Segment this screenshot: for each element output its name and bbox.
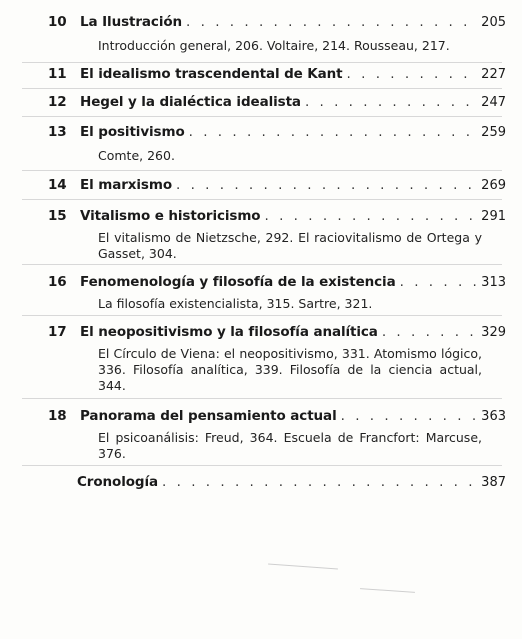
- chapter-title-line: [80, 14, 484, 30]
- toc-entry-17: [0, 322, 522, 393]
- chapter-title-line: [80, 177, 484, 193]
- chapter-title-line: [80, 66, 484, 82]
- page-number: 387: [481, 475, 506, 490]
- chapter-title-line: [80, 408, 484, 424]
- divider: [22, 199, 502, 200]
- divider: [22, 264, 502, 265]
- page-number: 227: [481, 67, 506, 82]
- leader-dots: [186, 14, 478, 30]
- chapter-title: El positivismo: [80, 124, 185, 140]
- leader-dots: [264, 208, 478, 224]
- divider: [22, 465, 502, 466]
- page-number: 363: [481, 409, 506, 424]
- leader-dots: [400, 274, 478, 290]
- chapter-subsections: La filosofía existencialista, 315. Sartre, 321.: [98, 296, 373, 311]
- chapter-title-line: [80, 94, 484, 110]
- chapter-number: 17: [48, 324, 67, 340]
- toc-entry-12: [0, 92, 522, 112]
- chapter-number: 12: [48, 94, 67, 110]
- leader-dots: [382, 324, 478, 340]
- chapter-title: Vitalismo e historicismo: [80, 208, 261, 224]
- chapter-subsections: Comte, 260.: [98, 148, 175, 163]
- chapter-number: 16: [48, 274, 67, 290]
- toc-entry-18: [0, 406, 522, 461]
- chapter-number: 11: [48, 66, 67, 82]
- chapter-subsections: Introducción general, 206. Voltaire, 214. Rousseau, 217.: [98, 38, 450, 53]
- toc-entry-11: [0, 64, 522, 84]
- chapter-number: 10: [48, 14, 67, 30]
- leader-dots: [347, 66, 478, 82]
- chapter-number: 18: [48, 408, 67, 424]
- page-number: 291: [481, 209, 506, 224]
- divider: [22, 62, 502, 63]
- toc-entry-chronology: [0, 472, 522, 492]
- chapter-title: La Ilustración: [80, 14, 183, 30]
- chapter-title: El idealismo trascendental de Kant: [80, 66, 343, 82]
- divider: [22, 398, 502, 399]
- divider: [22, 88, 502, 89]
- divider: [22, 315, 502, 316]
- chapter-number: 13: [48, 124, 67, 140]
- chapter-title-line: [80, 324, 484, 340]
- divider: [22, 116, 502, 117]
- toc-entry-15: [0, 206, 522, 261]
- chapter-title-line: [77, 474, 484, 490]
- chapter-number: 14: [48, 177, 67, 193]
- page-number: 205: [481, 15, 506, 30]
- page-number: 313: [481, 275, 506, 290]
- chapter-title: El marxismo: [80, 177, 172, 193]
- chapter-subsections: El Círculo de Viena: el neopositivismo, 331. Atomismo lógico, 336. Filosofía analítica, 339. Filosofía de la ciencia actual, 344.: [98, 346, 482, 393]
- chapter-title: Panorama del pensamiento actual: [80, 408, 337, 424]
- toc-entry-16: [0, 272, 522, 311]
- leader-dots: [341, 408, 478, 424]
- chapter-subsections: El psicoanálisis: Freud, 364. Escuela de Francfort: Marcuse, 376.: [98, 430, 482, 461]
- leader-dots: [176, 177, 478, 193]
- chapter-title-line: [80, 208, 484, 224]
- chapter-title: El neopositivismo y la filosofía analítica: [80, 324, 378, 340]
- page-number: 247: [481, 95, 506, 110]
- page-number: 259: [481, 125, 506, 140]
- chapter-title: Hegel y la dialéctica idealista: [80, 94, 301, 110]
- chapter-subsections: El vitalismo de Nietzsche, 292. El raciovitalismo de Ortega y Gasset, 304.: [98, 230, 482, 261]
- toc-entry-14: [0, 175, 522, 195]
- page-number: 329: [481, 325, 506, 340]
- leader-dots: [305, 94, 478, 110]
- chapter-title-line: [80, 124, 484, 140]
- chapter-title-line: [80, 274, 484, 290]
- page-number: 269: [481, 178, 506, 193]
- leader-dots: [162, 474, 478, 490]
- divider: [22, 170, 502, 171]
- chapter-title: Cronología: [77, 474, 159, 490]
- chapter-title: Fenomenología y filosofía de la existencia: [80, 274, 396, 290]
- toc-entry-13: [0, 122, 522, 163]
- toc-entry-10: [0, 12, 522, 53]
- leader-dots: [189, 124, 478, 140]
- chapter-number: 15: [48, 208, 67, 224]
